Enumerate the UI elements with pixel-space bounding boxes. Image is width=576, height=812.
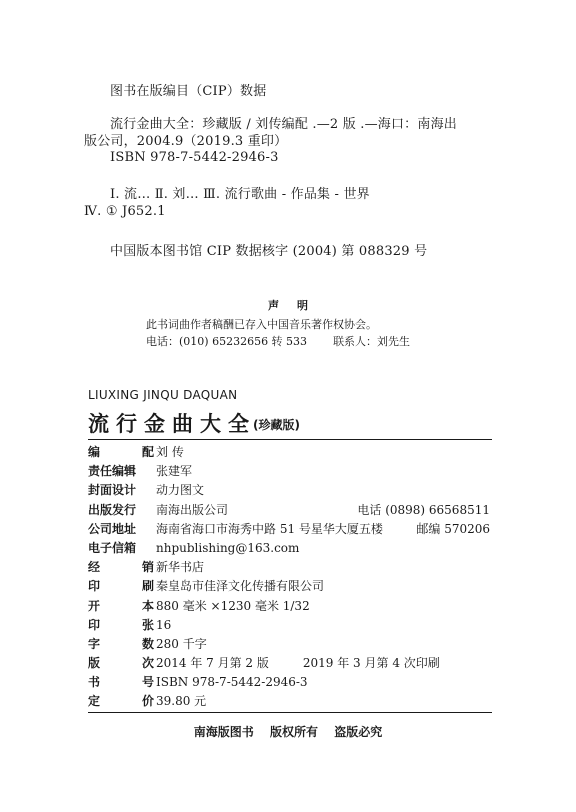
colophon-value: 2014 年 7 月第 2 版 bbox=[156, 656, 269, 671]
colophon-label bbox=[88, 635, 154, 654]
colophon-label-part: 经 bbox=[88, 560, 101, 575]
cip-book-record bbox=[84, 116, 490, 150]
colophon-label-part: 编 bbox=[88, 445, 101, 459]
colophon-extra: 2019 年 3 月第 4 次印刷 bbox=[302, 656, 440, 671]
colophon-label bbox=[88, 443, 154, 462]
colophon-row bbox=[88, 635, 492, 654]
colophon-value-cell bbox=[154, 539, 492, 558]
footer-piracy: 盗版必究 bbox=[334, 725, 383, 739]
colophon-label-part: 字 bbox=[88, 636, 101, 651]
colophon-label-part: 价 bbox=[141, 694, 154, 709]
colophon-row bbox=[88, 577, 492, 596]
colophon-label bbox=[88, 692, 154, 711]
colophon-table bbox=[88, 443, 492, 712]
colophon-value-cell bbox=[154, 558, 492, 577]
colophon-value-cell bbox=[154, 577, 492, 596]
colophon-row bbox=[88, 692, 492, 711]
colophon-label-part: 配 bbox=[141, 445, 154, 459]
colophon-row bbox=[88, 558, 492, 577]
cip-isbn: ISBN 978-7-5442-2946-3 bbox=[110, 150, 279, 165]
colophon-label-part: 刷 bbox=[141, 579, 154, 594]
colophon-label-part: 印 bbox=[88, 579, 101, 594]
colophon-label-part: 书 bbox=[88, 675, 101, 690]
colophon-label bbox=[88, 673, 154, 692]
colophon-value: 张建军 bbox=[156, 464, 193, 479]
footer-notice bbox=[0, 723, 576, 740]
footer-rights: 版权所有 bbox=[269, 725, 318, 739]
colophon-label-part: 定 bbox=[88, 694, 101, 709]
colophon-label-part: 出版发行 bbox=[88, 502, 137, 517]
colophon-row bbox=[88, 673, 492, 692]
colophon-value: 39.80 元 bbox=[156, 694, 207, 709]
colophon-value: nhpublishing@163.com bbox=[156, 540, 300, 555]
colophon-value-cell bbox=[154, 673, 492, 692]
colophon-label-part: 本 bbox=[141, 598, 154, 613]
colophon-label-part: 开 bbox=[88, 598, 101, 613]
colophon-label bbox=[88, 539, 154, 558]
colophon-label-part: 号 bbox=[141, 675, 154, 690]
colophon-value: 刘 传 bbox=[156, 445, 184, 459]
colophon-label-part: 销 bbox=[141, 560, 154, 575]
colophon-value-cell bbox=[154, 520, 492, 539]
cip-subject-line1: Ⅰ. 流… Ⅱ. 刘… Ⅲ. 流行歌曲 - 作品集 - 世界 bbox=[110, 187, 370, 202]
colophon-label bbox=[88, 654, 154, 673]
declaration-title: 声明 bbox=[268, 299, 326, 312]
colophon-label-part: 电子信箱 bbox=[88, 540, 137, 555]
declaration-body: 此书词曲作者稿酬已存入中国音乐著作权协会。 bbox=[146, 318, 377, 331]
colophon-row bbox=[88, 443, 492, 462]
cip-record-number: 中国版本图书馆 CIP 数据核字 (2004) 第 088329 号 bbox=[110, 244, 428, 259]
cip-subject-classification bbox=[84, 186, 490, 220]
declaration-contact-person: 联系人：刘先生 bbox=[333, 335, 411, 348]
colophon-value-cell bbox=[154, 597, 492, 616]
colophon-value: 新华书店 bbox=[156, 560, 205, 575]
book-title bbox=[88, 408, 300, 438]
colophon-label bbox=[88, 616, 154, 635]
colophon-label bbox=[88, 501, 154, 520]
colophon-value: 280 千字 bbox=[156, 636, 207, 651]
declaration-phone: 电话：(010) 65232656 转 533 bbox=[146, 335, 308, 348]
colophon-label-part: 数 bbox=[141, 636, 154, 651]
colophon-bottom-rule bbox=[88, 712, 492, 713]
colophon-row bbox=[88, 501, 492, 520]
colophon-top-rule bbox=[88, 439, 492, 440]
colophon-label-part: 公司地址 bbox=[88, 521, 137, 536]
colophon-value: 秦皇岛市佳泽文化传播有限公司 bbox=[156, 579, 325, 594]
colophon-extra: 电话 (0898) 66568511 bbox=[357, 502, 490, 517]
colophon-label bbox=[88, 577, 154, 596]
colophon-label bbox=[88, 558, 154, 577]
colophon-row bbox=[88, 539, 492, 558]
book-edition: (珍藏版) bbox=[253, 418, 300, 432]
colophon-label bbox=[88, 481, 154, 500]
colophon-row bbox=[88, 597, 492, 616]
colophon-label-part: 次 bbox=[141, 656, 154, 671]
book-pinyin-title: LIUXING JINQU DAQUAN bbox=[88, 388, 238, 402]
colophon-label-part: 张 bbox=[141, 617, 154, 632]
colophon-row bbox=[88, 616, 492, 635]
colophon-value-cell bbox=[154, 616, 492, 635]
colophon-value-cell bbox=[154, 443, 492, 462]
book-title-text: 流行金曲大全 bbox=[88, 412, 256, 436]
colophon-value: ISBN 978-7-5442-2946-3 bbox=[156, 675, 308, 690]
cip-book-line2: 版公司，2004.9（2019.3 重印） bbox=[84, 134, 288, 149]
cip-heading: 图书在版编目（CIP）数据 bbox=[110, 84, 267, 99]
declaration-contact bbox=[146, 333, 410, 349]
colophon-label-part: 封面设计 bbox=[88, 483, 137, 498]
colophon-label-part: 责任编辑 bbox=[88, 464, 137, 479]
colophon-label-part: 印 bbox=[88, 617, 101, 632]
colophon-value: 南海出版公司 bbox=[156, 502, 229, 517]
colophon-value-cell bbox=[154, 635, 492, 654]
cip-book-line1: 流行金曲大全：珍藏版 / 刘传编配 .—2 版 .—海口：南海出 bbox=[110, 117, 457, 132]
colophon-row bbox=[88, 481, 492, 500]
colophon-row bbox=[88, 654, 492, 673]
colophon-label bbox=[88, 597, 154, 616]
colophon-value: 16 bbox=[156, 617, 172, 632]
colophon-row bbox=[88, 462, 492, 481]
cip-subject-line2: Ⅳ. ① J652.1 bbox=[84, 204, 166, 219]
footer-brand: 南海版图书 bbox=[193, 725, 254, 739]
colophon-value-cell bbox=[154, 692, 492, 711]
colophon-extra: 邮编 570206 bbox=[416, 521, 490, 536]
colophon-label-part: 版 bbox=[88, 656, 101, 671]
colophon-value-cell bbox=[154, 462, 492, 481]
colophon-label bbox=[88, 520, 154, 539]
colophon-value-cell bbox=[154, 501, 492, 520]
colophon-value-cell bbox=[154, 654, 492, 673]
colophon-value: 动力图文 bbox=[156, 483, 205, 498]
colophon-value-cell bbox=[154, 481, 492, 500]
colophon-row bbox=[88, 520, 492, 539]
colophon-value: 880 毫米 ×1230 毫米 1/32 bbox=[156, 598, 310, 613]
colophon-label bbox=[88, 462, 154, 481]
colophon-value: 海南省海口市海秀中路 51 号星华大厦五楼 bbox=[156, 521, 383, 536]
